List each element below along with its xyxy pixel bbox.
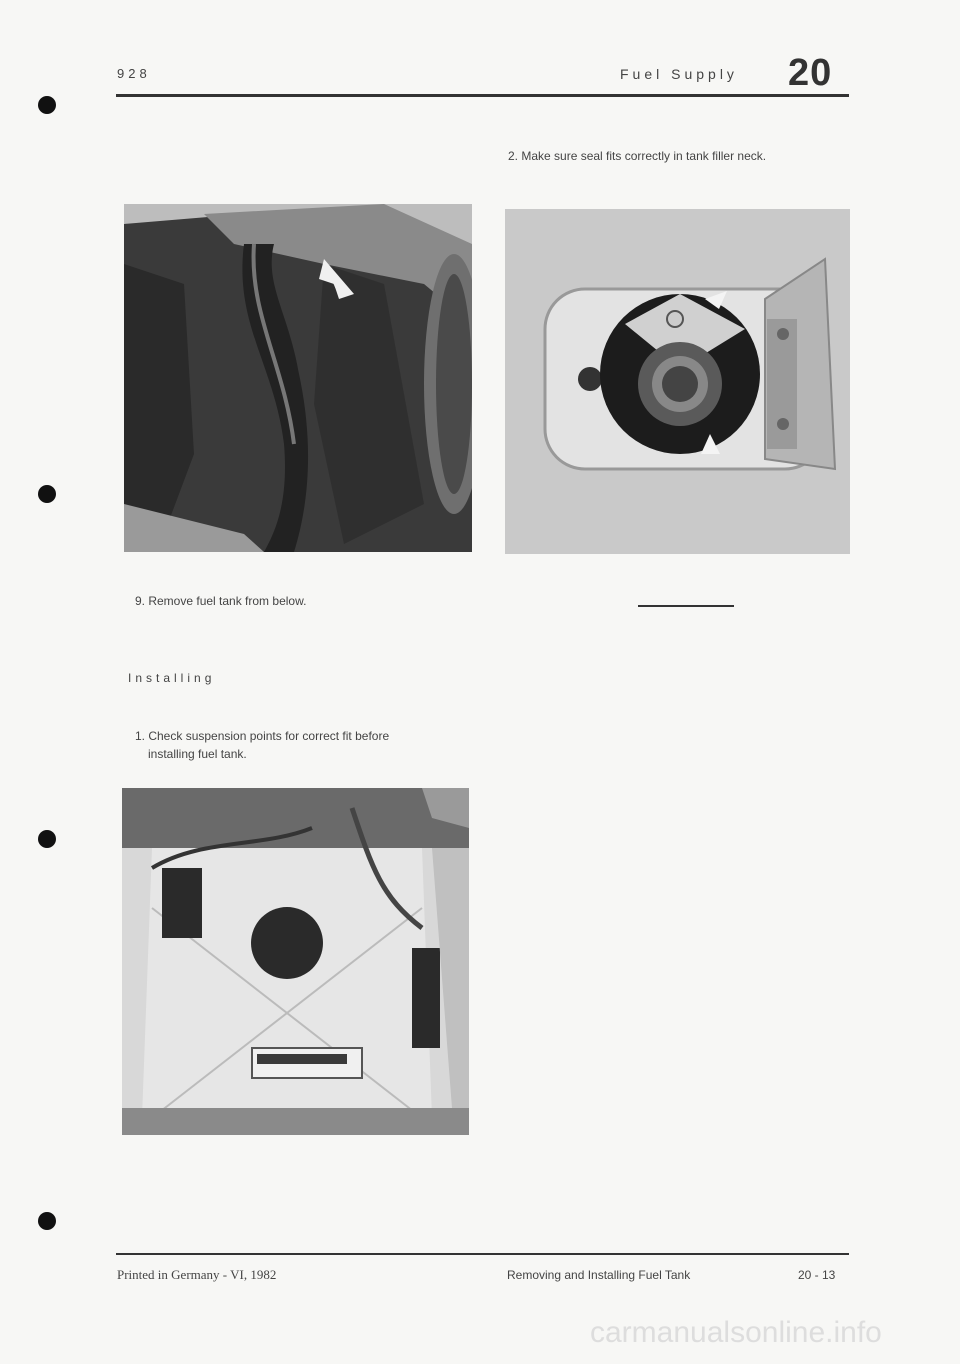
step-1-text-line1: 1. Check suspension points for correct fit before bbox=[135, 729, 390, 743]
punch-hole bbox=[38, 485, 56, 503]
photo-filler-neck bbox=[505, 209, 850, 554]
page-number: 20 - 13 bbox=[798, 1268, 836, 1282]
photo-suspension-points bbox=[122, 788, 469, 1135]
chapter-title: Removing and Installing Fuel Tank bbox=[507, 1268, 691, 1282]
footer-rule bbox=[116, 1253, 849, 1255]
section-divider bbox=[638, 605, 734, 607]
step-1-text-line2: installing fuel tank. bbox=[148, 747, 247, 761]
header-rule bbox=[116, 94, 849, 97]
photo-fuel-tank-below bbox=[124, 204, 472, 552]
model-label: 928 bbox=[117, 66, 151, 81]
punch-hole bbox=[38, 96, 56, 114]
watermark: carmanualsonline.info bbox=[590, 1316, 882, 1349]
step-2-text: 2. Make sure seal fits correctly in tank filler neck. bbox=[508, 149, 767, 163]
subheading-installing: Installing bbox=[128, 671, 216, 685]
punch-hole bbox=[38, 1212, 56, 1230]
section-number: 20 bbox=[788, 52, 833, 94]
printed-note: Printed in Germany - VI, 1982 bbox=[117, 1267, 277, 1282]
step-9-text: 9. Remove fuel tank from below. bbox=[135, 594, 307, 608]
section-title: Fuel Supply bbox=[620, 66, 738, 82]
punch-hole bbox=[38, 830, 56, 848]
